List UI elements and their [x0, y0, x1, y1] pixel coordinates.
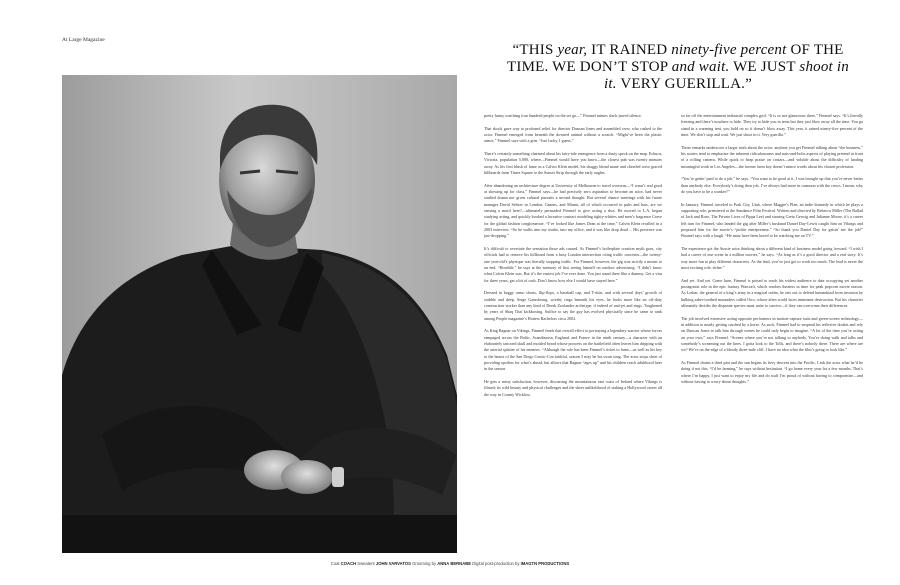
credit-value: JOHN VARVATOS — [375, 561, 411, 566]
pull-quote-text: “THIS — [512, 42, 558, 58]
article-paragraph: so far off the entertainment industrial complex grid. “It is so not glamorous there,” Fimmel says. “It’s literally freezing and there’s nowhere to hide. They try to hide you in tents but they just blow away all the time. You go stand in a warming tent, you hold on so it doesn’t blow away. This year, it rained ninety-five percent of the time. We don’t stop and wait. We just shoot in it. Very guerilla.” — [681, 113, 863, 138]
article-paragraph: It’s difficult to overstate the sensation those ads caused. As Fimmel’s boilerplate creation myth goes, city officials had to remove his billboard from a busy London intersection citing traffic concerns—the twenty-one year-old’s physique was literally stopping traffic. For Fimmel, however, the gig was strictly a means to an end. “Horrible,” he says at the memory of first seeing himself on outdoor advertising. “I didn’t know what Calvin Klein was. But it’s the easiest job I’ve ever done. You just stand there like a dummy. Get a visa for three years, get a bit of cash. Don’t know how else I would have stayed here.” — [484, 246, 662, 283]
credit-value: COACH — [340, 561, 357, 566]
photo-credits — [0, 561, 900, 566]
portrait-photo — [62, 75, 457, 553]
article-paragraph: pretty funny watching four hundred people on the set go—” Fimmel mimes slack-jawed silence. — [484, 113, 642, 118]
magazine-folio: At Large Magazine — [62, 37, 105, 43]
pull-quote-emphasis: shoot in it. — [604, 59, 849, 92]
credit-label: Digital post-production by — [471, 561, 521, 566]
article-column-left — [484, 113, 662, 404]
credit-label: Coat — [330, 561, 341, 566]
pull-quote-emphasis: and wait. — [671, 59, 730, 75]
article-paragraph: In January, Fimmel traveled to Park City, Utah, where Maggie’s Plan, an indie dramedy in which he plays a supporting role, premiered at the Sundance Film Festival. Written and directed by Rebecca Miller (The Ballad of Jack and Rose, The Private Lives of Pippa Lee) and starring Greta Gerwig and Julianne Moore, it’s a career left turn for Fimmel, who landed the gig after Miller’s husband Daniel Day-Lewis caught him on Vikings and proposed him for the movie’s “pickle entrepreneur.” “So thank you Daniel Day for gettin’ me the job!” Fimmel says with a laugh. “He must have been bored to be watching me on TV.” — [681, 201, 863, 239]
article-paragraph: As Fimmel drains a third pint and the sun begins its fiery descent into the Pacific, I ask the actor what he’d be doing if not this. “I’d be farming,” he says without hesitation. “I go home every year for a few months. That’s where I’m happy. I just want to enjoy my life and do stuff I’m proud of without having to compromise—and without having to worry about droughts.” — [681, 360, 863, 385]
pull-quote-text: VERY GUERILLA.” — [616, 76, 752, 92]
credit-label: Sweaters — [356, 561, 376, 566]
credit-value: IMAGTN PRODUCTIONS — [520, 561, 570, 566]
article-paragraph: And yet. And yet. Come June, Fimmel is poised to reach his widest audience to date occupying yet another protagonist role in the epic fantasy Warcraft, which reaches theaters in time for peak popcorn movie season. As Lothar, the general of a king’s army in a magical realm, he sets out to defend humankind from invasion by hulking saber-toothed marauders called Orcs, whose alien world faces imminent destruction. But his character ultimately decides the disparate species must unite to survive—if they can overcome their differences. — [681, 277, 863, 309]
article-paragraph: The job involved extensive acting opposite performers in motion-capture suits and green-screen technology—in addition to nearly getting crushed by a horse. As such, Fimmel had to suspend his reflexive doubts and rely on Duncan Jones to talk him through scenes he could only begin to imagine. “A lot of the time you’re acting on your own,” says Fimmel. “Scenes where you’re not talking to anybody. You’re doing walk and talks and somebody’s screaming out the lines. I gotta look to the Tolls, and there’s nobody there. There are where are we? We’re on the edge of a bloody three-mile cliff. I have no idea what the film’s going to look like.” — [681, 315, 863, 353]
credit-label: Grooming by — [410, 561, 438, 566]
article-paragraph: After abandoning an architecture degree at University of Melbourne to travel overseas—“I wasn’t real good at showing up for class,” Fimmel says—he had precisely zero aspiration to become an actor, had never studied drama nor given cultural pursuits a second thought. But several chance meetings with his future manager David Seltzer in London, Cannes, and Miami, all of which occurred in pubs and bars, are we sensing a motif here?—ultimately persuaded Fimmel to give acting a shot. He moved to L.A. began studying acting, and quickly booked a lucrative contract modeling tighty-whities and men’s fragrance Crave for the global fashion conglomerate. “I’ve looked like James Dean at the time,” Calvin Klein recalled in a 2003 interview. “So he walks into my studio, into my office, and it was like drop dead ... His presence was jaw-dropping.” — [484, 182, 662, 239]
article-paragraph: There’s certainly something charmed about his fairy-tale emergence from a dusty speck on the map. Echuca, Victoria, population 5,000, where—Fimmel would have you know—the closest pub was twenty minutes away. As his first blush of fame as a Calvin Klein model, his shaggy blond mane and chiseled torso graced billboards from Times Square to the Sunset Strip through the early aughts. — [484, 150, 662, 175]
pull-quote-text: OF THE TIME. WE DON’T STOP — [507, 42, 844, 75]
pull-quote — [503, 42, 853, 93]
pull-quote-emphasis: ninety-five percent — [671, 42, 787, 58]
article-paragraph: Those remarks underscore a larger truth about the actor: anytime you get Fimmel talking about “the business,” his stories tend to emphasize the inherent ridiculousness and nuts-and-bolts aspects of playing pretend in front of a rolling camera. While quick to heap praise on costars—and voluble about the difficulty of landing meaningful work in Los Angeles—the former farm boy doesn’t mince words about his chosen profession. — [681, 144, 863, 169]
article-paragraph: “You’re gettin’ paid to do a job,” he says. “You want to be good at it. I was brought up that you’re never better than anybody else. Everybody’s doing their job. I’ve always had more in common with the crews. I mean, why do you have to be a wanker?” — [681, 176, 863, 195]
article-column-right — [681, 113, 863, 392]
pull-quote-emphasis: year, — [557, 42, 588, 58]
article-paragraph: He gets a misty satisfaction, however, discussing the mountainous east coast of Ireland where Vikings is filmed; its wild beauty and physical challenges and the sheer unlikelihood of staking a Hollywood career all the way in County Wicklow, — [484, 379, 662, 397]
credit-value: ANNA BERNABE — [437, 561, 472, 566]
pull-quote-text: IT RAINED — [587, 42, 672, 58]
article-paragraph: Dressed in baggy camo shorts, flip-flops, a baseball cap, and T-shirt, and with several days’ growth of stubble and deep, Serge Gainsbourg, worthy rings beneath his eyes, he looks more like an off-duty construction worker than any kind of Derek Zoolander archetype, if indeed of anti-jet and rings. Toughened by years of Shaq Thai kickboxing. Suffice to say the guy has evolved physically since he came to rank among People magazine’s Hottest Bachelors circa 2002. — [484, 290, 662, 321]
pull-quote-text: WE JUST — [729, 59, 800, 75]
article-paragraph: The experience got the Aussie actor thinking about a different kind of business model going forward. “I wish I had a career of one scene in a million movies,” he says. “As long as it’s a good director and a real story. It’s way more fun to play different characters. As the lead, you’ve just got to work too much. The lead is never the most exciting role, either.” — [681, 246, 863, 271]
article-paragraph: As King Ragnar on Vikings, Fimmel fends that overall effect to portraying a legendary warrior whose forces rampaged across the Baltic, Scandinavia, England, and France in the ninth century—a character with an elaborately tattooed skull and mottled beard whose prowess on the battlefield often leaves him dripping with the arterial splatter of his enemies. “Although the role has been Fimmel’s ticket to fame—as well as his key to the hearts of the San Diego Comic-Con faithful, season 5 may be his swan song. The actor stops short of providing spoilers for what’s ahead, but allows that Ragnar “ages up” and his children reach adulthood later in the season. — [484, 328, 662, 372]
article-paragraph: That shock gave way to profound relief for director Duncan Jones and assembled crew, who rushed to the actor. Fimmel emerged from beneath the downed animal without a scratch. “Might’ve been the plastic armor,” Fimmel says with a grin. “Just lucky, I guess.” — [484, 125, 662, 144]
